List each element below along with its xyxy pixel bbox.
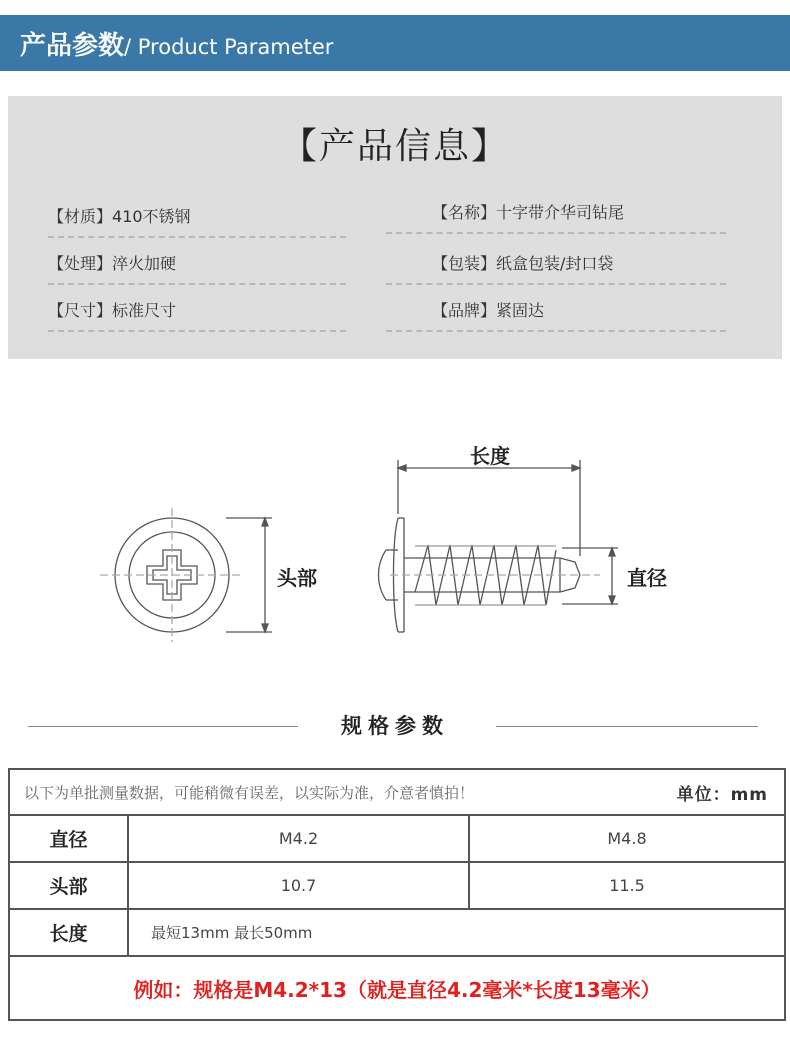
head-label: 头部	[277, 566, 317, 590]
info-title: 【产品信息】	[280, 126, 509, 167]
example-cell: 例如：规格是M4.2*13（就是直径4.2毫米*长度13毫米）	[9, 956, 785, 1020]
measurement-note: 以下为单批测量数据，可能稍微有误差，以实际为准，介意者慎拍！	[24, 783, 475, 802]
info-value: 十字带介华司钻尾	[496, 203, 625, 222]
info-value: 纸盒包装/封口袋	[496, 254, 614, 273]
info-label: 【名称】	[431, 203, 496, 222]
row-label-diameter: 直径	[9, 815, 128, 862]
title-en: / Product Parameter	[124, 35, 334, 59]
header-bar	[0, 15, 790, 71]
info-value: 淬火加硬	[112, 254, 177, 273]
info-label: 【品牌】	[431, 301, 496, 320]
table-row	[9, 815, 785, 862]
table-row	[9, 862, 785, 909]
info-label: 【包装】	[431, 254, 496, 273]
info-item-name	[386, 198, 726, 234]
head-dome	[379, 550, 387, 600]
value-cell: 11.5	[469, 862, 785, 909]
screw-drawing	[0, 430, 790, 650]
dia-dim-arrow-top	[609, 548, 615, 556]
page-title	[20, 25, 333, 62]
info-value: 标准尺寸	[112, 301, 177, 320]
length-dim-arrow-right	[572, 465, 580, 471]
info-label: 【材质】	[48, 207, 113, 226]
info-value: 410不锈钢	[112, 207, 191, 226]
diameter-label: 直径	[627, 566, 667, 590]
table-row	[9, 769, 785, 815]
spec-table	[8, 768, 786, 1021]
info-value: 紧固达	[496, 301, 545, 320]
head-dim-arrow-bottom	[262, 624, 268, 632]
length-label: 长度	[470, 444, 510, 468]
spec-heading: 规格参数	[341, 714, 449, 738]
unit-label: 单位：mm	[676, 785, 769, 805]
value-cell: M4.8	[469, 815, 785, 862]
product-info-panel	[8, 96, 782, 359]
note-cell	[9, 769, 785, 815]
head-dim-arrow-top	[262, 518, 268, 526]
table-row	[9, 956, 785, 1020]
row-label-length: 长度	[9, 909, 128, 956]
dia-dim-arrow-bottom	[609, 596, 615, 604]
info-item-treatment	[48, 249, 346, 285]
value-cell: 10.7	[128, 862, 469, 909]
info-label: 【尺寸】	[48, 301, 113, 320]
screw-diagram	[0, 430, 790, 650]
length-dim-arrow-left	[398, 465, 406, 471]
info-item-brand	[386, 296, 726, 332]
info-item-packaging	[386, 249, 726, 285]
title-cn: 产品参数	[20, 31, 125, 61]
info-item-size	[48, 296, 346, 332]
info-label: 【处理】	[48, 254, 113, 273]
length-range-cell: 最短13mm 最长50mm	[128, 909, 785, 956]
table-row	[9, 909, 785, 956]
row-label-head: 头部	[9, 862, 128, 909]
info-item-material	[48, 202, 346, 238]
value-cell: M4.2	[128, 815, 469, 862]
